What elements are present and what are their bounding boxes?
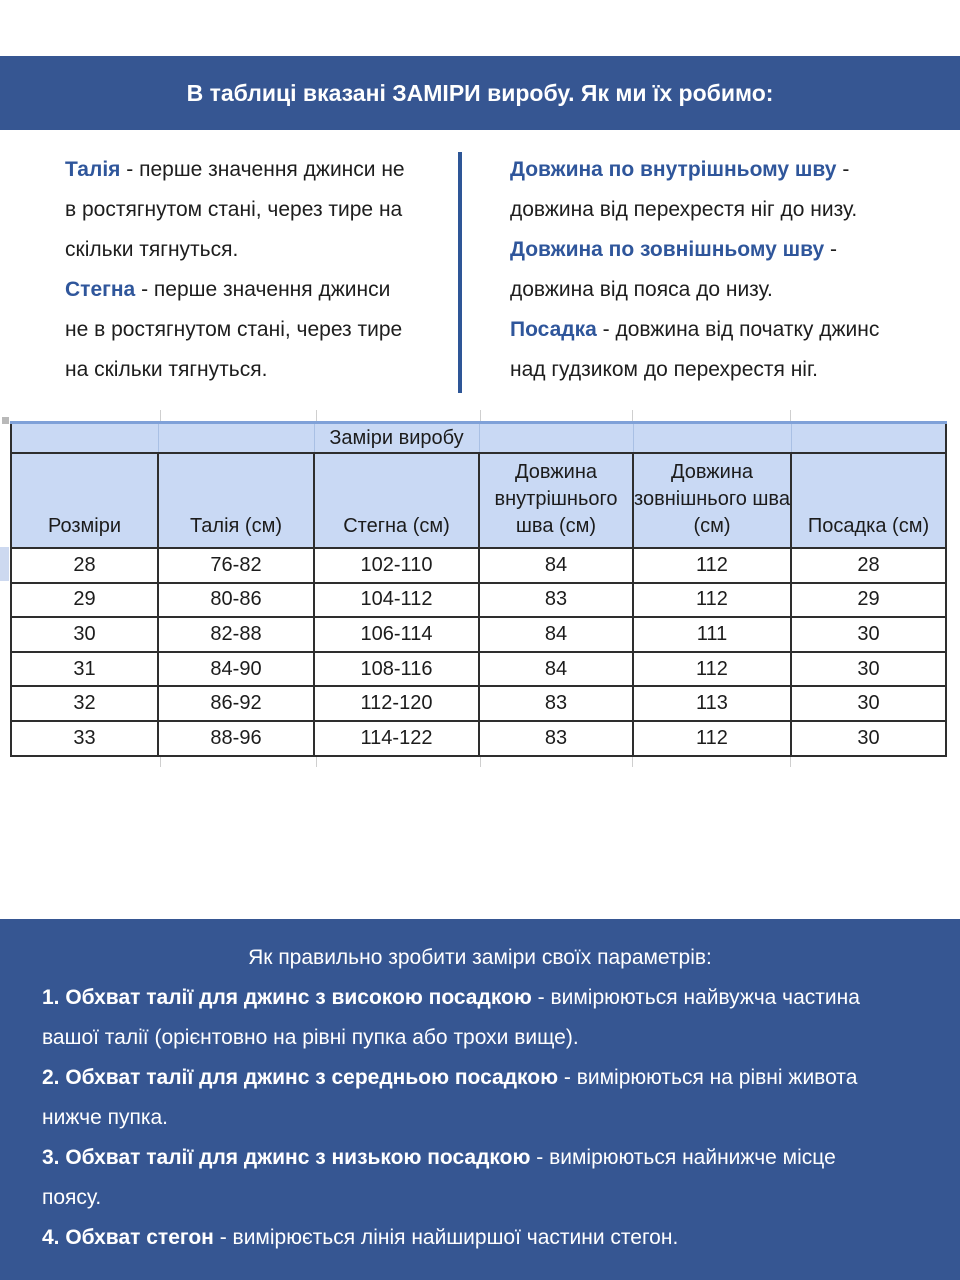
cell-waist: 76-82 [158,548,314,583]
column-header-inseam: Довжина внутрішнього шва (см) [479,453,633,548]
cell-waist: 86-92 [158,686,314,721]
definitions-left-column [65,150,405,390]
cell-size: 30 [11,617,158,652]
gridline-stub [316,410,317,421]
instructions-section [0,919,960,1280]
header-banner [0,56,960,130]
table-row [11,617,946,652]
cell-inseam: 84 [479,617,633,652]
gridline-stub [160,756,161,767]
cell-rise: 30 [791,721,946,756]
instruction-label: 4. Обхват стегон [42,1226,214,1249]
instruction-line: 1. Обхват талії для джинс з високою посадкою - вимірюються найвужча частина [42,986,860,1009]
definition-term: Талія [65,158,121,181]
cell-inseam: 84 [479,652,633,687]
gridline-stub [316,756,317,767]
cell-size: 33 [11,721,158,756]
definition-line: на скільки тягнуться. [65,358,268,381]
instruction-label: 2. Обхват талії для джинс з середньою посадкою [42,1066,559,1089]
cell-outseam: 112 [633,583,791,618]
cell-inseam: 84 [479,548,633,583]
vertical-divider [458,152,462,393]
gridline-stub [790,410,791,421]
instruction-line: 4. Обхват стегон - вимірюється лінія найширшої частини стегон. [42,1226,679,1249]
gridline-stub [632,410,633,421]
cell-inseam: 83 [479,721,633,756]
table-row [11,721,946,756]
cell-rise: 28 [791,548,946,583]
top-header-spacer-cell [158,423,314,454]
definition-term: Довжина по зовнішньому шву [510,238,825,261]
cell-size: 31 [11,652,158,687]
definition-line: довжина від пояса до низу. [510,278,773,301]
gridline-stub [480,410,481,421]
column-header-rise: Посадка (см) [791,453,946,548]
definition-term: Довжина по внутрішньому шву [510,158,837,181]
cell-waist: 84-90 [158,652,314,687]
table-row [11,548,946,583]
instructions-list [0,978,960,1258]
definition-line: Стегна - перше значення джинси [65,278,391,301]
row-highlight-strip [0,547,9,581]
banner-title: В таблиці вказані ЗАМІРИ виробу. Як ми їх робимо: [186,79,774,106]
table-row [11,686,946,721]
gridline-stub [790,756,791,767]
cell-hips: 102-110 [314,548,479,583]
definition-line: Довжина по внутрішньому шву - [510,158,850,181]
definition-line: Посадка - довжина від початку джинс [510,318,880,341]
cell-outseam: 112 [633,548,791,583]
gridline-stub [632,756,633,767]
cell-hips: 106-114 [314,617,479,652]
definition-line: Талія - перше значення джинси не [65,158,405,181]
cell-hips: 114-122 [314,721,479,756]
cell-outseam: 113 [633,686,791,721]
cell-waist: 82-88 [158,617,314,652]
gridline-stub [480,756,481,767]
definition-line: скільки тягнуться. [65,238,239,261]
cell-rise: 30 [791,617,946,652]
instruction-line: нижче пупка. [42,1106,168,1129]
size-table [10,421,947,757]
instructions-title: Як правильно зробити заміри своїх параметрів: [248,946,712,969]
top-header-spacer-cell [633,423,791,454]
cell-rise: 30 [791,652,946,687]
definitions-right-column [510,150,879,390]
cell-waist: 88-96 [158,721,314,756]
instruction-label: 3. Обхват талії для джинс з низькою посадкою [42,1146,531,1169]
definition-term: Стегна [65,278,136,301]
definition-line: Довжина по зовнішньому шву - [510,238,838,261]
top-header-spacer-cell [11,423,158,454]
table-top-header: Заміри виробу [314,423,479,454]
gridline-corner-mark [2,417,9,424]
cell-outseam: 112 [633,721,791,756]
instruction-label: 1. Обхват талії для джинс з високою посадкою [42,986,532,1009]
instruction-line: 2. Обхват талії для джинс з середньою посадкою - вимірюються на рівні живота [42,1066,858,1089]
instruction-line: вашої талії (орієнтовно на рівні пупка або трохи вище). [42,1026,579,1049]
cell-hips: 104-112 [314,583,479,618]
table-column-header-row [11,453,946,548]
cell-outseam: 111 [633,617,791,652]
cell-hips: 112-120 [314,686,479,721]
column-header-outseam: Довжина зовнішнього шва (см) [633,453,791,548]
cell-hips: 108-116 [314,652,479,687]
column-header-waist: Талія (см) [158,453,314,548]
cell-inseam: 83 [479,583,633,618]
definition-term: Посадка [510,318,597,341]
cell-rise: 29 [791,583,946,618]
column-header-sizes: Розміри [11,453,158,548]
table-row [11,652,946,687]
table-top-header-row [11,423,946,454]
cell-inseam: 83 [479,686,633,721]
cell-waist: 80-86 [158,583,314,618]
cell-outseam: 112 [633,652,791,687]
cell-size: 32 [11,686,158,721]
top-header-spacer-cell [791,423,946,454]
definition-line: над гудзиком до перехрестя ніг. [510,358,818,381]
definition-line: довжина від перехрестя ніг до низу. [510,198,858,221]
definition-line: в ростягнутом стані, через тире на [65,198,403,221]
cell-size: 29 [11,583,158,618]
definition-line: не в ростягнутом стані, через тире [65,318,403,341]
table-row [11,583,946,618]
top-header-spacer-cell [479,423,633,454]
column-header-hips: Стегна (см) [314,453,479,548]
cell-size: 28 [11,548,158,583]
instruction-line: поясу. [42,1186,102,1209]
definitions-section [0,150,960,400]
cell-rise: 30 [791,686,946,721]
instruction-line: 3. Обхват талії для джинс з низькою посадкою - вимірюються найнижче місце [42,1146,836,1169]
gridline-stub [160,410,161,421]
